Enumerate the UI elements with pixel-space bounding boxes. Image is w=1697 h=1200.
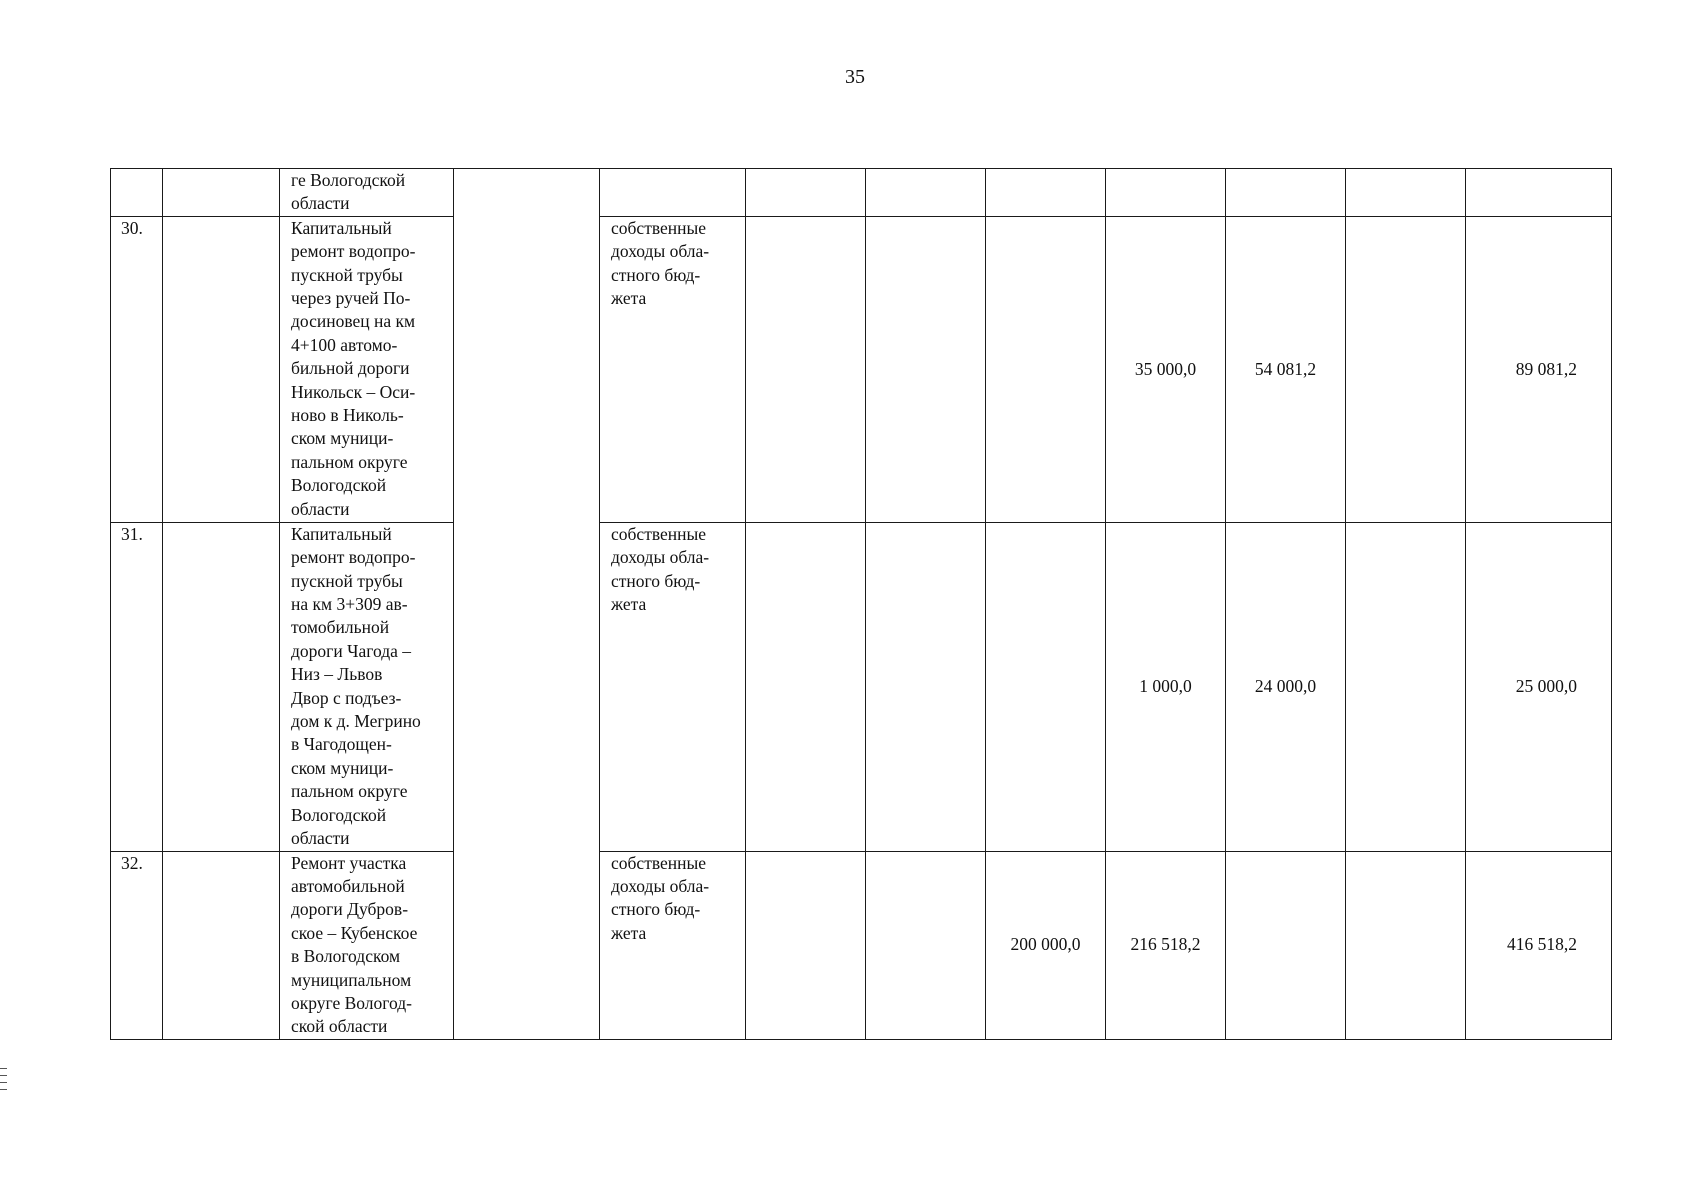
object-name-line: округе Вологод- (291, 992, 413, 1013)
amount-cell (866, 169, 986, 217)
amount-cell (1346, 169, 1466, 217)
code-cell (163, 851, 280, 1039)
margin-ticks (0, 1068, 7, 1096)
amount-cell (1106, 216, 1226, 522)
amount-cell (866, 216, 986, 522)
amount-value: 1 000,0 (1139, 675, 1192, 696)
object-name-line: ское – Кубенское (291, 922, 418, 943)
amount-value: 54 081,2 (1254, 358, 1317, 379)
object-name-line: Капитальный (291, 217, 392, 238)
table-row (111, 216, 1612, 522)
amount-cell (1346, 851, 1466, 1039)
total-cell (1466, 169, 1612, 217)
total-value: 89 081,2 (1515, 358, 1577, 379)
amount-cell (746, 169, 866, 217)
object-name-line: Низ – Львов (291, 664, 383, 685)
amount-cell (1226, 169, 1346, 217)
object-name-line: ге Вологодской (291, 170, 406, 190)
total-value: 25 000,0 (1515, 675, 1577, 696)
object-name-line: Никольск – Оси- (291, 381, 416, 402)
object-name-line: ском муници- (291, 428, 394, 449)
funding-source-line: доходы обла- (611, 547, 710, 568)
object-name-line: бильной дороги (291, 358, 410, 379)
executor-cell-merged (454, 169, 600, 1040)
amount-cell (866, 851, 986, 1039)
funding-source-line: стного бюд- (611, 570, 701, 591)
object-name-line: дороги Чагода – (291, 640, 411, 661)
object-name-cell (280, 169, 454, 217)
object-name-line: Ремонт участка (291, 852, 407, 873)
object-name-line: дороги Дубров- (291, 899, 409, 920)
amount-cell (746, 522, 866, 851)
row-number-cell (111, 522, 163, 851)
funding-source-cell (600, 522, 746, 851)
funding-source-line: собственные (611, 523, 707, 544)
funding-source-line: стного бюд- (611, 899, 701, 920)
object-name-line: области (291, 828, 350, 849)
code-cell (163, 522, 280, 851)
funding-source-cell (600, 851, 746, 1039)
row-number: 31. (121, 523, 143, 544)
object-name-line: на км 3+309 ав- (291, 594, 408, 615)
code-cell (163, 169, 280, 217)
amount-value: 216 518,2 (1130, 934, 1201, 955)
funding-source-line: жета (611, 922, 647, 943)
row-number-cell (111, 216, 163, 522)
funding-source-line: собственные (611, 217, 707, 238)
row-number-cell (111, 851, 163, 1039)
object-name-line: области (291, 193, 350, 214)
object-name-line: муниципальном (291, 969, 412, 990)
funding-source-line: жета (611, 594, 647, 615)
amount-cell (1106, 522, 1226, 851)
total-value: 416 518,2 (1507, 934, 1577, 955)
funding-source-cell (600, 169, 746, 217)
amount-cell (986, 851, 1106, 1039)
object-name-line: ском муници- (291, 757, 394, 778)
object-name-line: 4+100 автомо- (291, 334, 398, 355)
amount-cell (986, 522, 1106, 851)
object-name-cell (280, 851, 454, 1039)
row-number: 30. (121, 217, 143, 238)
object-name-line: пальном округе (291, 451, 408, 472)
amount-value: 24 000,0 (1254, 675, 1317, 696)
amount-cell (1106, 169, 1226, 217)
amount-cell (1106, 851, 1226, 1039)
object-name-line: ской области (291, 1016, 388, 1037)
object-name-line: Двор с подъез- (291, 687, 402, 708)
amount-cell (986, 216, 1106, 522)
amount-cell (1226, 522, 1346, 851)
amount-value: 200 000,0 (1010, 934, 1081, 955)
funding-source-line: жета (611, 288, 647, 309)
funding-source-line: собственные (611, 852, 707, 873)
table-row (111, 522, 1612, 851)
page-number: 35 (845, 66, 865, 88)
object-name-line: ремонт водопро- (291, 547, 416, 568)
object-name-cell (280, 522, 454, 851)
total-cell (1466, 522, 1612, 851)
funding-source-line: доходы обла- (611, 241, 710, 262)
amount-cell (1346, 522, 1466, 851)
amount-cell (866, 522, 986, 851)
amount-cell (1226, 851, 1346, 1039)
table-row (111, 169, 1612, 217)
object-name-line: Вологодской (291, 475, 387, 496)
total-cell (1466, 216, 1612, 522)
object-name-line: досиновец на км (291, 311, 416, 332)
object-name-line: пускной трубы (291, 264, 403, 285)
table-row (111, 851, 1612, 1039)
object-name-line: автомобильной (291, 875, 405, 896)
object-name-line: Капитальный (291, 523, 392, 544)
object-name-line: томобильной (291, 617, 390, 638)
funding-source-cell (600, 216, 746, 522)
object-name-line: в Вологодском (291, 946, 401, 967)
budget-table (110, 168, 1612, 1040)
funding-source-line: стного бюд- (611, 264, 701, 285)
object-name-line: пускной трубы (291, 570, 403, 591)
table-body (111, 169, 1612, 1040)
object-name-line: в Чагодощен- (291, 734, 392, 755)
code-cell (163, 216, 280, 522)
row-number: 32. (121, 852, 143, 873)
object-name-line: Вологодской (291, 804, 387, 825)
amount-cell (986, 169, 1106, 217)
object-name-line: пальном округе (291, 781, 408, 802)
object-name-line: ремонт водопро- (291, 241, 416, 262)
amount-value: 35 000,0 (1134, 358, 1197, 379)
total-cell (1466, 851, 1612, 1039)
object-name-line: области (291, 498, 350, 519)
object-name-line: ново в Николь- (291, 405, 404, 426)
row-number-cell (111, 169, 163, 217)
object-name-line: через ручей По- (291, 288, 411, 309)
amount-cell (1226, 216, 1346, 522)
funding-source-line: доходы обла- (611, 875, 710, 896)
object-name-cell (280, 216, 454, 522)
amount-cell (1346, 216, 1466, 522)
object-name-line: дом к д. Мегрино (291, 711, 421, 732)
amount-cell (746, 851, 866, 1039)
amount-cell (746, 216, 866, 522)
